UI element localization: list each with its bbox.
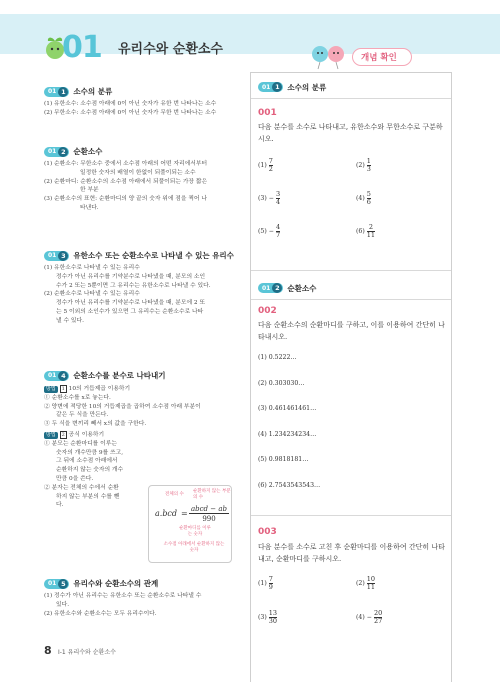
section-heading (44, 146, 244, 157)
minus-sign: − (268, 228, 274, 235)
item-label: (4) (356, 195, 365, 202)
concept-line: (1) 유한소수: 소수점 아래에 0이 아닌 숫자가 유한 번 나타나는 소수 (44, 101, 217, 107)
denominator: 7 (275, 231, 281, 239)
concept-line: 타낸다. (80, 204, 99, 211)
fraction (269, 610, 277, 625)
problem-item (258, 224, 280, 239)
item-label: (1) (258, 162, 267, 169)
concept-line: 는 5 이외의 소인수가 있으면 그 유리수는 순환소수로 나타 (56, 308, 204, 315)
concept-section-3 (44, 250, 244, 326)
item-label: (5) (258, 228, 267, 235)
decimal-value: 0.5222… (268, 354, 297, 361)
concept-line: (3) 순환소수의 표현: 순환마디의 양 끝의 숫자 위에 점을 찍어 나 (44, 196, 207, 203)
minus-sign: − (268, 195, 274, 202)
denominator: 11 (366, 583, 376, 591)
problem-item (258, 576, 273, 591)
concept-line: 한 부분 (80, 187, 99, 194)
item-label: (1) (258, 354, 267, 361)
method-label: 방법 (46, 431, 56, 438)
numerator: 7 (268, 575, 273, 583)
concept-line: (1) 정수가 아닌 유리수는 유한소수 또는 순환소수로 나타낼 수 (44, 593, 202, 599)
problem-item (258, 610, 277, 625)
concept-line: 정수가 아닌 유리수를 기약분수로 나타냈을 때, 분모에 2 또 (56, 300, 206, 307)
method-number: 1 (61, 386, 65, 392)
page-number: 8 (44, 644, 52, 657)
method-line: 그 뒤에 소수점 아래에서 (56, 458, 118, 465)
bubble-characters-icon (306, 42, 352, 70)
divider (251, 98, 451, 99)
item-label: (2) (356, 580, 365, 587)
numerator: 3 (275, 190, 281, 198)
memo-lhs: a.bcd (155, 509, 178, 518)
formula-memo-box (148, 485, 232, 563)
fraction (367, 576, 375, 591)
section-pill: 01 1 (44, 87, 69, 97)
method-line: 하지 않는 부분의 수를 뺀 (56, 493, 120, 500)
memo-note-repeating: 순환마디를 이루는 숫자 (179, 526, 211, 537)
memo-denominator: 990 (202, 515, 216, 523)
memo-note-decimal: 소수점 아래에서 순환하지 않는 숫자 (163, 542, 225, 553)
concept-line: 수가 2 또는 5뿐이면 그 유리수는 유한소수로 나타낼 수 있다. (56, 282, 211, 289)
concept-line: (1) 유한소수로 나타낼 수 있는 유리수 (44, 265, 140, 271)
concept-line: 일정한 숫자의 배열이 한없이 되풀이되는 소수 (80, 169, 196, 176)
item-label: (4) (356, 614, 365, 621)
method-2-heading (44, 431, 244, 440)
concept-line: (2) 순환소수로 나타낼 수 있는 유리수 (44, 291, 140, 298)
method-line: 순환하지 않는 숫자의 개수 (56, 467, 124, 474)
problem-item (258, 158, 273, 173)
item-label: (6) (258, 481, 267, 489)
section-pill: 01 2 (258, 283, 283, 293)
right-section-2-heading (258, 282, 316, 294)
concept-line: (2) 무한소수: 소수점 아래에 0이 아닌 숫자가 무한 번 나타나는 소수 (44, 109, 217, 116)
item-label: (6) (356, 228, 365, 235)
fraction (276, 224, 280, 239)
section-heading (44, 86, 244, 97)
fraction (367, 224, 375, 239)
chapter-title: 유리수와 순환소수 (118, 42, 223, 57)
problem-item (258, 191, 280, 206)
method-title: 10의 거듭제곱 이용하기 (68, 386, 131, 392)
problem-item (356, 610, 382, 625)
denominator: 6 (366, 198, 371, 206)
fraction (367, 158, 371, 173)
problem-item (258, 482, 320, 489)
section-heading (44, 370, 244, 381)
section-heading (44, 578, 244, 589)
fraction (374, 610, 382, 625)
concept-check-tag: 개념 확인 (361, 53, 397, 63)
memo-note-nonrepeating: 순환하지 않는 부분의 수 (193, 489, 231, 500)
problem-number: 003 (258, 527, 277, 537)
method-line: 숫자의 개수만큼 9를 쓰고, (56, 449, 124, 456)
numerator: 20 (373, 609, 383, 617)
problem-text: 다음 분수를 소수로 고친 후 순환마디를 이용하여 간단히 나타내고, 순환마디를 구하시오. (258, 543, 445, 563)
method-line: 같은 두 식을 만든다. (56, 412, 109, 419)
denominator: 9 (268, 583, 273, 591)
decimal-value: 2.7543543543… (268, 481, 321, 489)
problem-item (258, 380, 304, 387)
divider (251, 299, 451, 300)
concept-line: 정수가 아닌 유리수를 기약분수로 나타냈을 때, 분모의 소인 (56, 273, 206, 280)
numerator: 5 (366, 190, 371, 198)
concept-check-panel (250, 72, 452, 682)
section-pill: 01 3 (44, 251, 69, 261)
denominator: 3 (366, 165, 371, 173)
divider (251, 515, 451, 516)
method-label: 방법 (46, 386, 56, 392)
problem-item (356, 576, 375, 591)
minus-sign: − (366, 614, 372, 621)
section-heading (44, 250, 244, 261)
method-line: ③ 두 식을 변끼리 빼서 x의 값을 구한다. (44, 421, 147, 428)
section-pill: 01 1 (258, 82, 283, 92)
method-1-heading (44, 385, 244, 394)
decimal-value: 0.9818181… (268, 456, 309, 463)
section-title: 소수의 분류 (73, 87, 113, 96)
item-label: (3) (258, 195, 267, 202)
divider (251, 270, 451, 271)
section-title: 소수의 분류 (287, 82, 327, 92)
problem-item (258, 456, 308, 463)
denominator: 11 (366, 231, 376, 239)
fraction (276, 191, 280, 206)
numerator: 10 (366, 575, 376, 583)
denominator: 27 (373, 617, 383, 625)
method-line: ② 양변에 적당한 10의 거듭제곱을 곱하여 소수점 아래 부분이 (44, 403, 201, 410)
section-pill: 01 5 (44, 579, 69, 589)
item-label: (3) (258, 614, 267, 621)
memo-note-whole: 전체의 수 (165, 492, 184, 497)
numerator: 2 (368, 223, 373, 231)
section-title: 순환소수를 분수로 나타내기 (73, 371, 166, 380)
problem-text: 다음 분수를 소수로 나타내고, 유한소수와 무한소수로 구분하시오. (258, 123, 443, 143)
section-title: 유한소수 또는 순환소수로 나타낼 수 있는 유리수 (73, 251, 234, 260)
section-pill: 01 2 (44, 147, 69, 157)
concept-line: 있다. (56, 601, 70, 608)
numerator: 7 (268, 157, 273, 165)
section-pill: 01 4 (44, 371, 69, 381)
item-label: (2) (356, 162, 365, 169)
problem-item (356, 224, 375, 239)
method-title: 공식 이용하기 (68, 431, 105, 438)
memo-equals: = (181, 509, 188, 518)
chapter-number: 01 (62, 30, 102, 65)
problem-item (356, 191, 371, 206)
concept-line: (2) 유한소수와 순환소수는 모두 유리수이다. (44, 610, 157, 617)
concept-section-1 (44, 86, 244, 118)
section-title: 유리수와 순환소수의 관계 (73, 579, 159, 588)
item-label: (1) (258, 580, 267, 587)
item-label: (2) (258, 379, 267, 387)
concept-line: 낼 수 있다. (56, 317, 84, 324)
concept-line: (2) 순환마디: 순환소수의 소수점 아래에서 되풀이되는 가장 짧은 (44, 178, 208, 185)
concept-section-5 (44, 578, 244, 618)
denominator: 30 (268, 617, 278, 625)
denominator: 4 (275, 198, 281, 206)
fraction (269, 158, 273, 173)
section-title: 순환소수 (73, 147, 103, 156)
denominator: 2 (268, 165, 273, 173)
decimal-value: 1.234234234… (268, 430, 317, 438)
concept-line: (1) 순환소수: 무한소수 중에서 소수점 아래의 어떤 자리에서부터 (44, 161, 208, 167)
problem-number: 002 (258, 306, 277, 316)
memo-numerator: abcd − ab (190, 505, 228, 513)
method-line: ① 분모는 순환마디를 이루는 (44, 440, 117, 447)
method-line: ② 분자는 전체의 수에서 순환 (44, 484, 119, 491)
chapter-header (0, 0, 500, 78)
fraction (269, 576, 273, 591)
item-label: (4) (258, 430, 267, 438)
method-number: 2 (61, 431, 65, 438)
numerator: 4 (275, 223, 281, 231)
method-line: 만큼 0을 쓴다. (56, 475, 94, 482)
method-line: 다. (56, 502, 64, 509)
numerator: 13 (268, 609, 278, 617)
page-footer-subtitle: I-1 유리수와 순환소수 (58, 649, 116, 656)
concept-section-2 (44, 146, 244, 213)
problem-item (258, 405, 316, 412)
method-line: ① 순환소수를 x로 놓는다. (44, 394, 111, 401)
numerator: 1 (366, 157, 371, 165)
item-label: (3) (258, 405, 267, 412)
problem-item (258, 431, 316, 438)
decimal-value: 0.461461461… (268, 405, 317, 412)
problem-item (356, 158, 371, 173)
right-section-1-heading (258, 81, 326, 93)
item-label: (5) (258, 456, 267, 463)
problem-text: 다음 순환소수의 순환마디를 구하고, 이를 이용하여 간단히 나타내시오. (258, 321, 445, 341)
problem-item (258, 354, 297, 361)
section-title: 순환소수 (287, 283, 317, 293)
problem-number: 001 (258, 108, 277, 118)
decimal-value: 0.303030… (268, 379, 305, 387)
fraction (367, 191, 371, 206)
